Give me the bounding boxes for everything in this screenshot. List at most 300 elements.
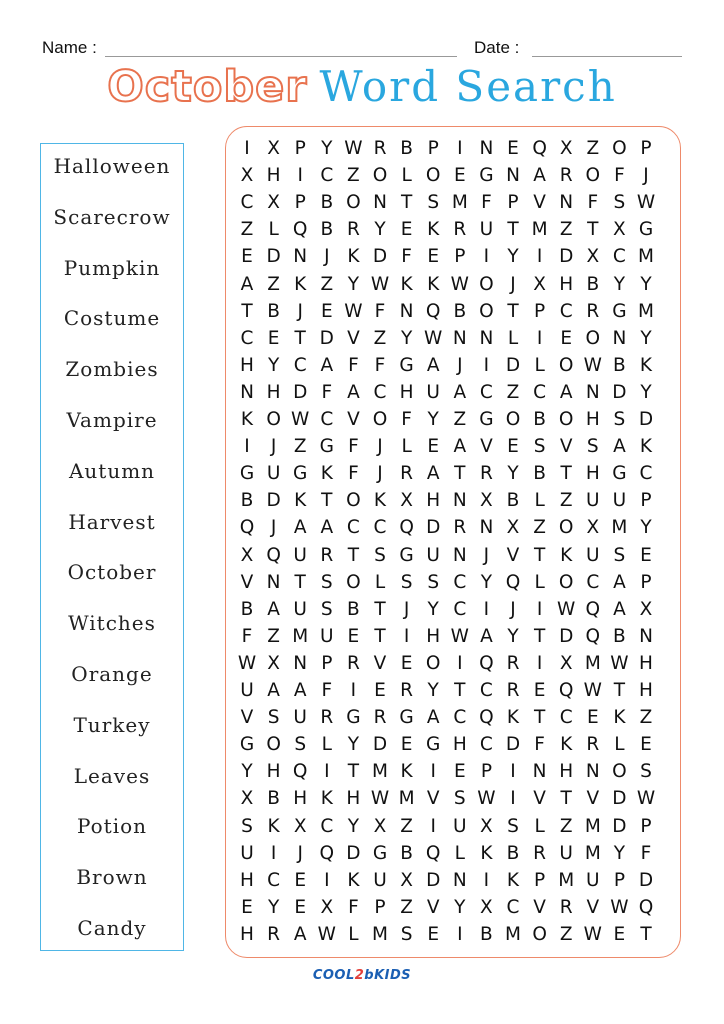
grid-letter[interactable]: C: [267, 869, 281, 891]
grid-letter[interactable]: B: [347, 598, 360, 620]
grid-letter[interactable]: O: [585, 327, 601, 349]
grid-letter[interactable]: I: [536, 327, 543, 349]
grid-letter[interactable]: D: [638, 869, 654, 891]
grid-letter[interactable]: O: [558, 354, 574, 376]
grid-letter[interactable]: K: [320, 788, 333, 810]
grid-letter[interactable]: X: [240, 165, 254, 187]
grid-letter[interactable]: N: [585, 381, 600, 403]
grid-letter[interactable]: W: [424, 327, 443, 349]
grid-letter[interactable]: X: [480, 896, 493, 918]
grid-letter[interactable]: D: [559, 246, 574, 268]
grid-letter[interactable]: O: [346, 571, 361, 593]
grid-letter[interactable]: N: [585, 761, 600, 783]
grid-letter[interactable]: L: [321, 734, 332, 756]
grid-letter[interactable]: N: [532, 761, 547, 783]
grid-letter[interactable]: V: [426, 788, 440, 810]
grid-letter[interactable]: O: [558, 571, 574, 593]
grid-letter[interactable]: S: [427, 571, 440, 593]
grid-letter[interactable]: A: [320, 354, 334, 376]
grid-letter[interactable]: A: [267, 598, 280, 620]
grid-letter[interactable]: C: [506, 896, 520, 918]
grid-letter[interactable]: J: [377, 436, 383, 458]
grid-letter[interactable]: A: [426, 707, 440, 729]
grid-letter[interactable]: O: [585, 165, 601, 187]
grid-letter[interactable]: N: [559, 192, 574, 214]
grid-letter[interactable]: Q: [479, 707, 494, 729]
grid-letter[interactable]: N: [399, 300, 414, 322]
grid-letter[interactable]: P: [294, 138, 306, 159]
grid-letter[interactable]: C: [586, 571, 600, 593]
grid-letter[interactable]: W: [636, 192, 656, 214]
grid-letter[interactable]: F: [481, 192, 492, 214]
grid-letter[interactable]: I: [403, 625, 410, 647]
grid-letter[interactable]: M: [531, 219, 548, 241]
grid-letter[interactable]: X: [639, 598, 653, 620]
grid-letter[interactable]: C: [479, 381, 493, 403]
grid-letter[interactable]: E: [507, 138, 519, 159]
grid-letter[interactable]: X: [400, 490, 413, 512]
grid-letter[interactable]: G: [372, 842, 388, 864]
grid-letter[interactable]: P: [374, 896, 386, 918]
grid-letter[interactable]: M: [638, 246, 654, 268]
grid-letter[interactable]: I: [483, 598, 490, 620]
grid-letter[interactable]: C: [373, 381, 387, 403]
grid-letter[interactable]: J: [510, 273, 516, 295]
grid-letter[interactable]: B: [267, 788, 280, 810]
grid-letter[interactable]: I: [457, 923, 463, 945]
grid-letter[interactable]: O: [372, 165, 388, 187]
grid-letter[interactable]: I: [457, 652, 463, 674]
grid-letter[interactable]: T: [454, 463, 466, 485]
grid-letter[interactable]: O: [612, 761, 627, 783]
grid-letter[interactable]: N: [612, 327, 627, 349]
grid-letter[interactable]: P: [640, 490, 652, 512]
grid-letter[interactable]: C: [320, 409, 334, 430]
grid-letter[interactable]: G: [638, 219, 654, 241]
grid-letter[interactable]: T: [321, 490, 333, 512]
grid-letter[interactable]: D: [372, 246, 388, 268]
grid-letter[interactable]: W: [610, 896, 629, 918]
grid-letter[interactable]: X: [267, 192, 280, 214]
grid-letter[interactable]: U: [266, 463, 281, 485]
grid-letter[interactable]: Z: [347, 165, 360, 187]
grid-letter[interactable]: K: [560, 544, 573, 566]
grid-letter[interactable]: O: [425, 652, 441, 674]
grid-letter[interactable]: B: [240, 490, 254, 512]
grid-letter[interactable]: D: [426, 869, 441, 891]
grid-letter[interactable]: X: [400, 869, 413, 891]
grid-letter[interactable]: W: [237, 652, 257, 674]
grid-letter[interactable]: U: [453, 815, 467, 837]
grid-letter[interactable]: S: [320, 598, 333, 620]
grid-letter[interactable]: R: [559, 165, 573, 187]
grid-letter[interactable]: Z: [559, 219, 573, 241]
grid-letter[interactable]: D: [505, 734, 521, 756]
grid-letter[interactable]: W: [291, 409, 310, 430]
grid-letter[interactable]: B: [613, 354, 626, 376]
grid-letter[interactable]: T: [374, 598, 386, 620]
grid-letter[interactable]: E: [507, 436, 519, 458]
grid-letter[interactable]: W: [344, 300, 363, 322]
grid-letter[interactable]: E: [241, 896, 253, 918]
grid-letter[interactable]: H: [585, 409, 600, 430]
grid-letter[interactable]: K: [639, 354, 653, 376]
grid-letter[interactable]: P: [534, 869, 546, 891]
grid-letter[interactable]: H: [426, 625, 441, 647]
grid-letter[interactable]: Y: [507, 246, 519, 268]
grid-letter[interactable]: Q: [585, 625, 601, 647]
grid-letter[interactable]: M: [372, 761, 388, 783]
grid-letter[interactable]: N: [479, 327, 494, 349]
grid-letter[interactable]: K: [639, 436, 653, 458]
grid-letter[interactable]: U: [479, 219, 494, 241]
grid-letter[interactable]: E: [453, 165, 466, 187]
grid-letter[interactable]: O: [372, 409, 388, 430]
grid-letter[interactable]: L: [534, 354, 545, 376]
grid-letter[interactable]: Y: [400, 327, 413, 349]
grid-letter[interactable]: E: [560, 327, 573, 349]
grid-letter[interactable]: C: [453, 707, 467, 729]
grid-letter[interactable]: D: [346, 842, 361, 864]
grid-letter[interactable]: E: [427, 436, 440, 458]
grid-letter[interactable]: G: [319, 436, 334, 458]
grid-letter[interactable]: D: [293, 381, 308, 403]
grid-letter[interactable]: P: [507, 192, 519, 214]
grid-letter[interactable]: Y: [347, 815, 360, 837]
grid-letter[interactable]: A: [267, 680, 280, 701]
grid-letter[interactable]: U: [293, 598, 307, 620]
grid-letter[interactable]: X: [559, 652, 573, 674]
grid-letter[interactable]: K: [506, 707, 520, 729]
grid-letter[interactable]: Y: [640, 327, 652, 349]
grid-letter[interactable]: O: [532, 923, 547, 945]
grid-letter[interactable]: W: [583, 354, 602, 376]
grid-letter[interactable]: V: [426, 896, 440, 918]
grid-letter[interactable]: W: [583, 680, 602, 701]
grid-letter[interactable]: I: [510, 761, 516, 783]
grid-letter[interactable]: E: [400, 652, 413, 674]
grid-letter[interactable]: X: [586, 517, 600, 539]
grid-letter[interactable]: I: [536, 598, 543, 620]
grid-letter[interactable]: R: [506, 652, 520, 674]
grid-letter[interactable]: R: [586, 734, 600, 756]
grid-letter[interactable]: N: [506, 165, 520, 187]
grid-letter[interactable]: G: [293, 463, 308, 485]
grid-letter[interactable]: X: [267, 138, 280, 159]
grid-letter[interactable]: E: [533, 680, 546, 701]
grid-letter[interactable]: S: [453, 788, 466, 810]
grid-letter[interactable]: U: [293, 544, 307, 566]
grid-letter[interactable]: E: [320, 300, 333, 322]
grid-letter[interactable]: J: [403, 598, 410, 620]
grid-letter[interactable]: Z: [559, 490, 573, 512]
grid-letter[interactable]: I: [510, 788, 516, 810]
grid-letter[interactable]: I: [324, 761, 330, 783]
grid-letter[interactable]: C: [240, 192, 254, 214]
grid-letter[interactable]: U: [586, 869, 600, 891]
grid-letter[interactable]: I: [483, 869, 490, 891]
grid-letter[interactable]: T: [533, 625, 546, 647]
grid-letter[interactable]: G: [612, 300, 627, 322]
grid-letter[interactable]: E: [640, 734, 652, 756]
grid-letter[interactable]: V: [347, 327, 360, 349]
grid-letter[interactable]: A: [293, 680, 307, 701]
grid-letter[interactable]: L: [401, 436, 412, 458]
grid-letter[interactable]: R: [453, 219, 467, 241]
grid-letter[interactable]: C: [533, 381, 547, 403]
grid-letter[interactable]: U: [586, 544, 600, 566]
grid-letter[interactable]: K: [427, 273, 440, 295]
grid-letter[interactable]: V: [240, 571, 254, 593]
grid-letter[interactable]: S: [267, 707, 280, 729]
grid-letter[interactable]: G: [399, 544, 414, 566]
grid-letter[interactable]: S: [507, 815, 519, 837]
grid-letter[interactable]: A: [320, 517, 334, 539]
grid-letter[interactable]: K: [294, 273, 307, 295]
grid-letter[interactable]: A: [533, 165, 546, 187]
grid-letter[interactable]: O: [479, 300, 494, 322]
grid-letter[interactable]: B: [320, 219, 334, 241]
grid-letter[interactable]: X: [613, 219, 626, 241]
grid-letter[interactable]: A: [240, 273, 254, 295]
grid-letter[interactable]: F: [241, 625, 253, 647]
grid-letter[interactable]: V: [373, 652, 387, 674]
grid-letter[interactable]: C: [559, 300, 573, 322]
grid-letter[interactable]: V: [480, 436, 493, 458]
grid-letter[interactable]: R: [400, 463, 414, 485]
grid-letter[interactable]: D: [559, 625, 574, 647]
grid-letter[interactable]: I: [244, 138, 250, 159]
grid-letter[interactable]: I: [457, 138, 463, 159]
grid-letter[interactable]: O: [425, 165, 441, 187]
grid-letter[interactable]: P: [640, 571, 652, 593]
grid-letter[interactable]: L: [534, 490, 545, 512]
grid-letter[interactable]: V: [347, 409, 360, 430]
grid-letter[interactable]: J: [324, 246, 330, 268]
grid-letter[interactable]: I: [536, 246, 543, 268]
grid-letter[interactable]: F: [374, 354, 386, 376]
grid-letter[interactable]: M: [584, 842, 601, 864]
grid-letter[interactable]: R: [453, 517, 467, 539]
grid-letter[interactable]: X: [320, 896, 334, 918]
grid-letter[interactable]: W: [610, 652, 629, 674]
grid-letter[interactable]: E: [640, 544, 652, 566]
grid-letter[interactable]: W: [370, 788, 390, 810]
grid-letter[interactable]: X: [480, 490, 493, 512]
grid-letter[interactable]: G: [479, 409, 494, 430]
grid-letter[interactable]: Y: [427, 409, 439, 430]
grid-letter[interactable]: S: [533, 436, 546, 458]
grid-letter[interactable]: Z: [320, 273, 334, 295]
grid-letter[interactable]: Q: [532, 138, 547, 159]
grid-letter[interactable]: K: [560, 734, 573, 756]
grid-letter[interactable]: S: [294, 734, 307, 756]
grid-letter[interactable]: T: [294, 327, 306, 349]
grid-letter[interactable]: K: [427, 219, 440, 241]
grid-letter[interactable]: I: [430, 761, 436, 783]
grid-letter[interactable]: N: [479, 517, 494, 539]
grid-letter[interactable]: Q: [425, 300, 441, 322]
grid-letter[interactable]: H: [293, 788, 308, 810]
grid-letter[interactable]: P: [613, 869, 625, 891]
grid-letter[interactable]: P: [480, 761, 492, 783]
grid-letter[interactable]: Z: [453, 409, 467, 430]
grid-letter[interactable]: G: [239, 463, 255, 485]
grid-letter[interactable]: T: [347, 761, 360, 783]
grid-letter[interactable]: U: [586, 490, 600, 512]
grid-letter[interactable]: A: [293, 923, 307, 945]
grid-letter[interactable]: H: [639, 680, 653, 701]
grid-letter[interactable]: B: [506, 490, 520, 512]
grid-letter[interactable]: H: [240, 354, 254, 376]
grid-letter[interactable]: J: [270, 517, 277, 539]
grid-letter[interactable]: T: [560, 788, 572, 810]
grid-letter[interactable]: O: [346, 192, 361, 214]
grid-letter[interactable]: P: [534, 300, 546, 322]
grid-letter[interactable]: O: [558, 517, 574, 539]
grid-letter[interactable]: G: [479, 165, 494, 187]
grid-letter[interactable]: Z: [267, 273, 280, 295]
grid-letter[interactable]: K: [347, 869, 360, 891]
grid-letter[interactable]: X: [240, 788, 254, 810]
grid-letter[interactable]: Z: [533, 517, 546, 539]
grid-letter[interactable]: L: [534, 571, 545, 593]
grid-letter[interactable]: F: [614, 165, 625, 187]
grid-letter[interactable]: I: [483, 246, 490, 268]
grid-letter[interactable]: E: [294, 896, 307, 918]
grid-letter[interactable]: Y: [347, 273, 360, 295]
grid-letter[interactable]: A: [426, 354, 440, 376]
grid-letter[interactable]: F: [348, 436, 359, 458]
grid-letter[interactable]: S: [613, 544, 626, 566]
grid-letter[interactable]: A: [293, 517, 307, 539]
grid-letter[interactable]: B: [267, 300, 280, 322]
grid-letter[interactable]: T: [533, 707, 546, 729]
grid-letter[interactable]: X: [506, 517, 520, 539]
grid-letter[interactable]: K: [613, 707, 626, 729]
grid-letter[interactable]: Z: [400, 815, 413, 837]
grid-letter[interactable]: V: [586, 788, 600, 810]
grid-letter[interactable]: Z: [559, 923, 573, 945]
grid-letter[interactable]: P: [427, 138, 439, 159]
grid-letter[interactable]: N: [452, 544, 467, 566]
grid-letter[interactable]: Z: [586, 138, 600, 159]
grid-letter[interactable]: S: [320, 571, 333, 593]
grid-letter[interactable]: J: [270, 436, 277, 458]
grid-letter[interactable]: I: [536, 652, 543, 674]
grid-letter[interactable]: D: [505, 354, 521, 376]
grid-letter[interactable]: Q: [585, 598, 601, 620]
grid-letter[interactable]: H: [559, 273, 574, 295]
grid-letter[interactable]: O: [612, 138, 627, 159]
grid-letter[interactable]: P: [321, 652, 333, 674]
grid-letter[interactable]: E: [374, 680, 386, 701]
grid-letter[interactable]: O: [479, 273, 494, 295]
grid-letter[interactable]: Q: [425, 842, 441, 864]
grid-letter[interactable]: W: [450, 273, 469, 295]
grid-letter[interactable]: Q: [558, 680, 574, 701]
grid-letter[interactable]: M: [505, 923, 521, 945]
grid-letter[interactable]: P: [294, 192, 306, 214]
grid-letter[interactable]: Y: [507, 625, 519, 647]
grid-letter[interactable]: Q: [292, 761, 308, 783]
grid-letter[interactable]: D: [638, 409, 654, 430]
grid-letter[interactable]: T: [587, 219, 599, 241]
grid-letter[interactable]: D: [266, 490, 281, 512]
grid-letter[interactable]: F: [321, 381, 333, 403]
grid-letter[interactable]: Y: [613, 842, 626, 864]
grid-letter[interactable]: A: [453, 436, 467, 458]
grid-letter[interactable]: U: [373, 869, 387, 891]
grid-letter[interactable]: L: [268, 219, 279, 241]
grid-letter[interactable]: R: [559, 896, 573, 918]
grid-letter[interactable]: L: [348, 923, 359, 945]
name-field-line[interactable]: [105, 56, 457, 57]
grid-letter[interactable]: T: [613, 680, 626, 701]
grid-letter[interactable]: C: [293, 354, 307, 376]
grid-letter[interactable]: M: [638, 300, 654, 322]
grid-letter[interactable]: N: [452, 869, 467, 891]
grid-letter[interactable]: E: [267, 327, 280, 349]
grid-letter[interactable]: H: [240, 869, 254, 891]
grid-letter[interactable]: N: [293, 246, 308, 268]
grid-letter[interactable]: A: [613, 571, 626, 593]
grid-letter[interactable]: R: [586, 300, 600, 322]
grid-letter[interactable]: T: [347, 544, 360, 566]
grid-letter[interactable]: A: [559, 381, 573, 403]
grid-letter[interactable]: S: [241, 815, 253, 837]
grid-letter[interactable]: M: [611, 517, 628, 539]
grid-letter[interactable]: D: [266, 246, 281, 268]
grid-letter[interactable]: F: [401, 246, 412, 268]
grid-letter[interactable]: M: [584, 652, 601, 674]
grid-letter[interactable]: C: [320, 165, 334, 187]
grid-letter[interactable]: C: [453, 598, 467, 620]
grid-letter[interactable]: K: [347, 246, 360, 268]
grid-letter[interactable]: C: [346, 517, 360, 539]
grid-letter[interactable]: G: [399, 707, 414, 729]
grid-letter[interactable]: N: [452, 490, 467, 512]
grid-letter[interactable]: J: [297, 300, 303, 322]
grid-letter[interactable]: S: [400, 571, 413, 593]
grid-letter[interactable]: F: [401, 409, 412, 430]
grid-letter[interactable]: H: [266, 165, 281, 187]
grid-letter[interactable]: U: [426, 544, 440, 566]
grid-letter[interactable]: R: [320, 707, 334, 729]
grid-letter[interactable]: G: [346, 707, 361, 729]
grid-letter[interactable]: W: [583, 923, 602, 945]
grid-letter[interactable]: Y: [640, 273, 652, 295]
grid-letter[interactable]: C: [479, 680, 493, 701]
grid-letter[interactable]: S: [400, 923, 413, 945]
grid-letter[interactable]: E: [453, 761, 466, 783]
grid-letter[interactable]: B: [320, 192, 334, 214]
grid-letter[interactable]: U: [240, 842, 254, 864]
grid-letter[interactable]: K: [373, 490, 387, 512]
grid-letter[interactable]: M: [292, 625, 309, 647]
grid-letter[interactable]: G: [239, 734, 255, 756]
grid-letter[interactable]: B: [533, 409, 546, 430]
grid-letter[interactable]: V: [533, 896, 546, 918]
grid-letter[interactable]: W: [477, 788, 496, 810]
grid-letter[interactable]: C: [559, 707, 573, 729]
grid-letter[interactable]: Y: [640, 381, 652, 403]
grid-letter[interactable]: T: [454, 680, 466, 701]
grid-letter[interactable]: X: [373, 815, 387, 837]
grid-letter[interactable]: Z: [400, 896, 413, 918]
grid-letter[interactable]: C: [453, 571, 467, 593]
grid-letter[interactable]: Q: [638, 896, 654, 918]
